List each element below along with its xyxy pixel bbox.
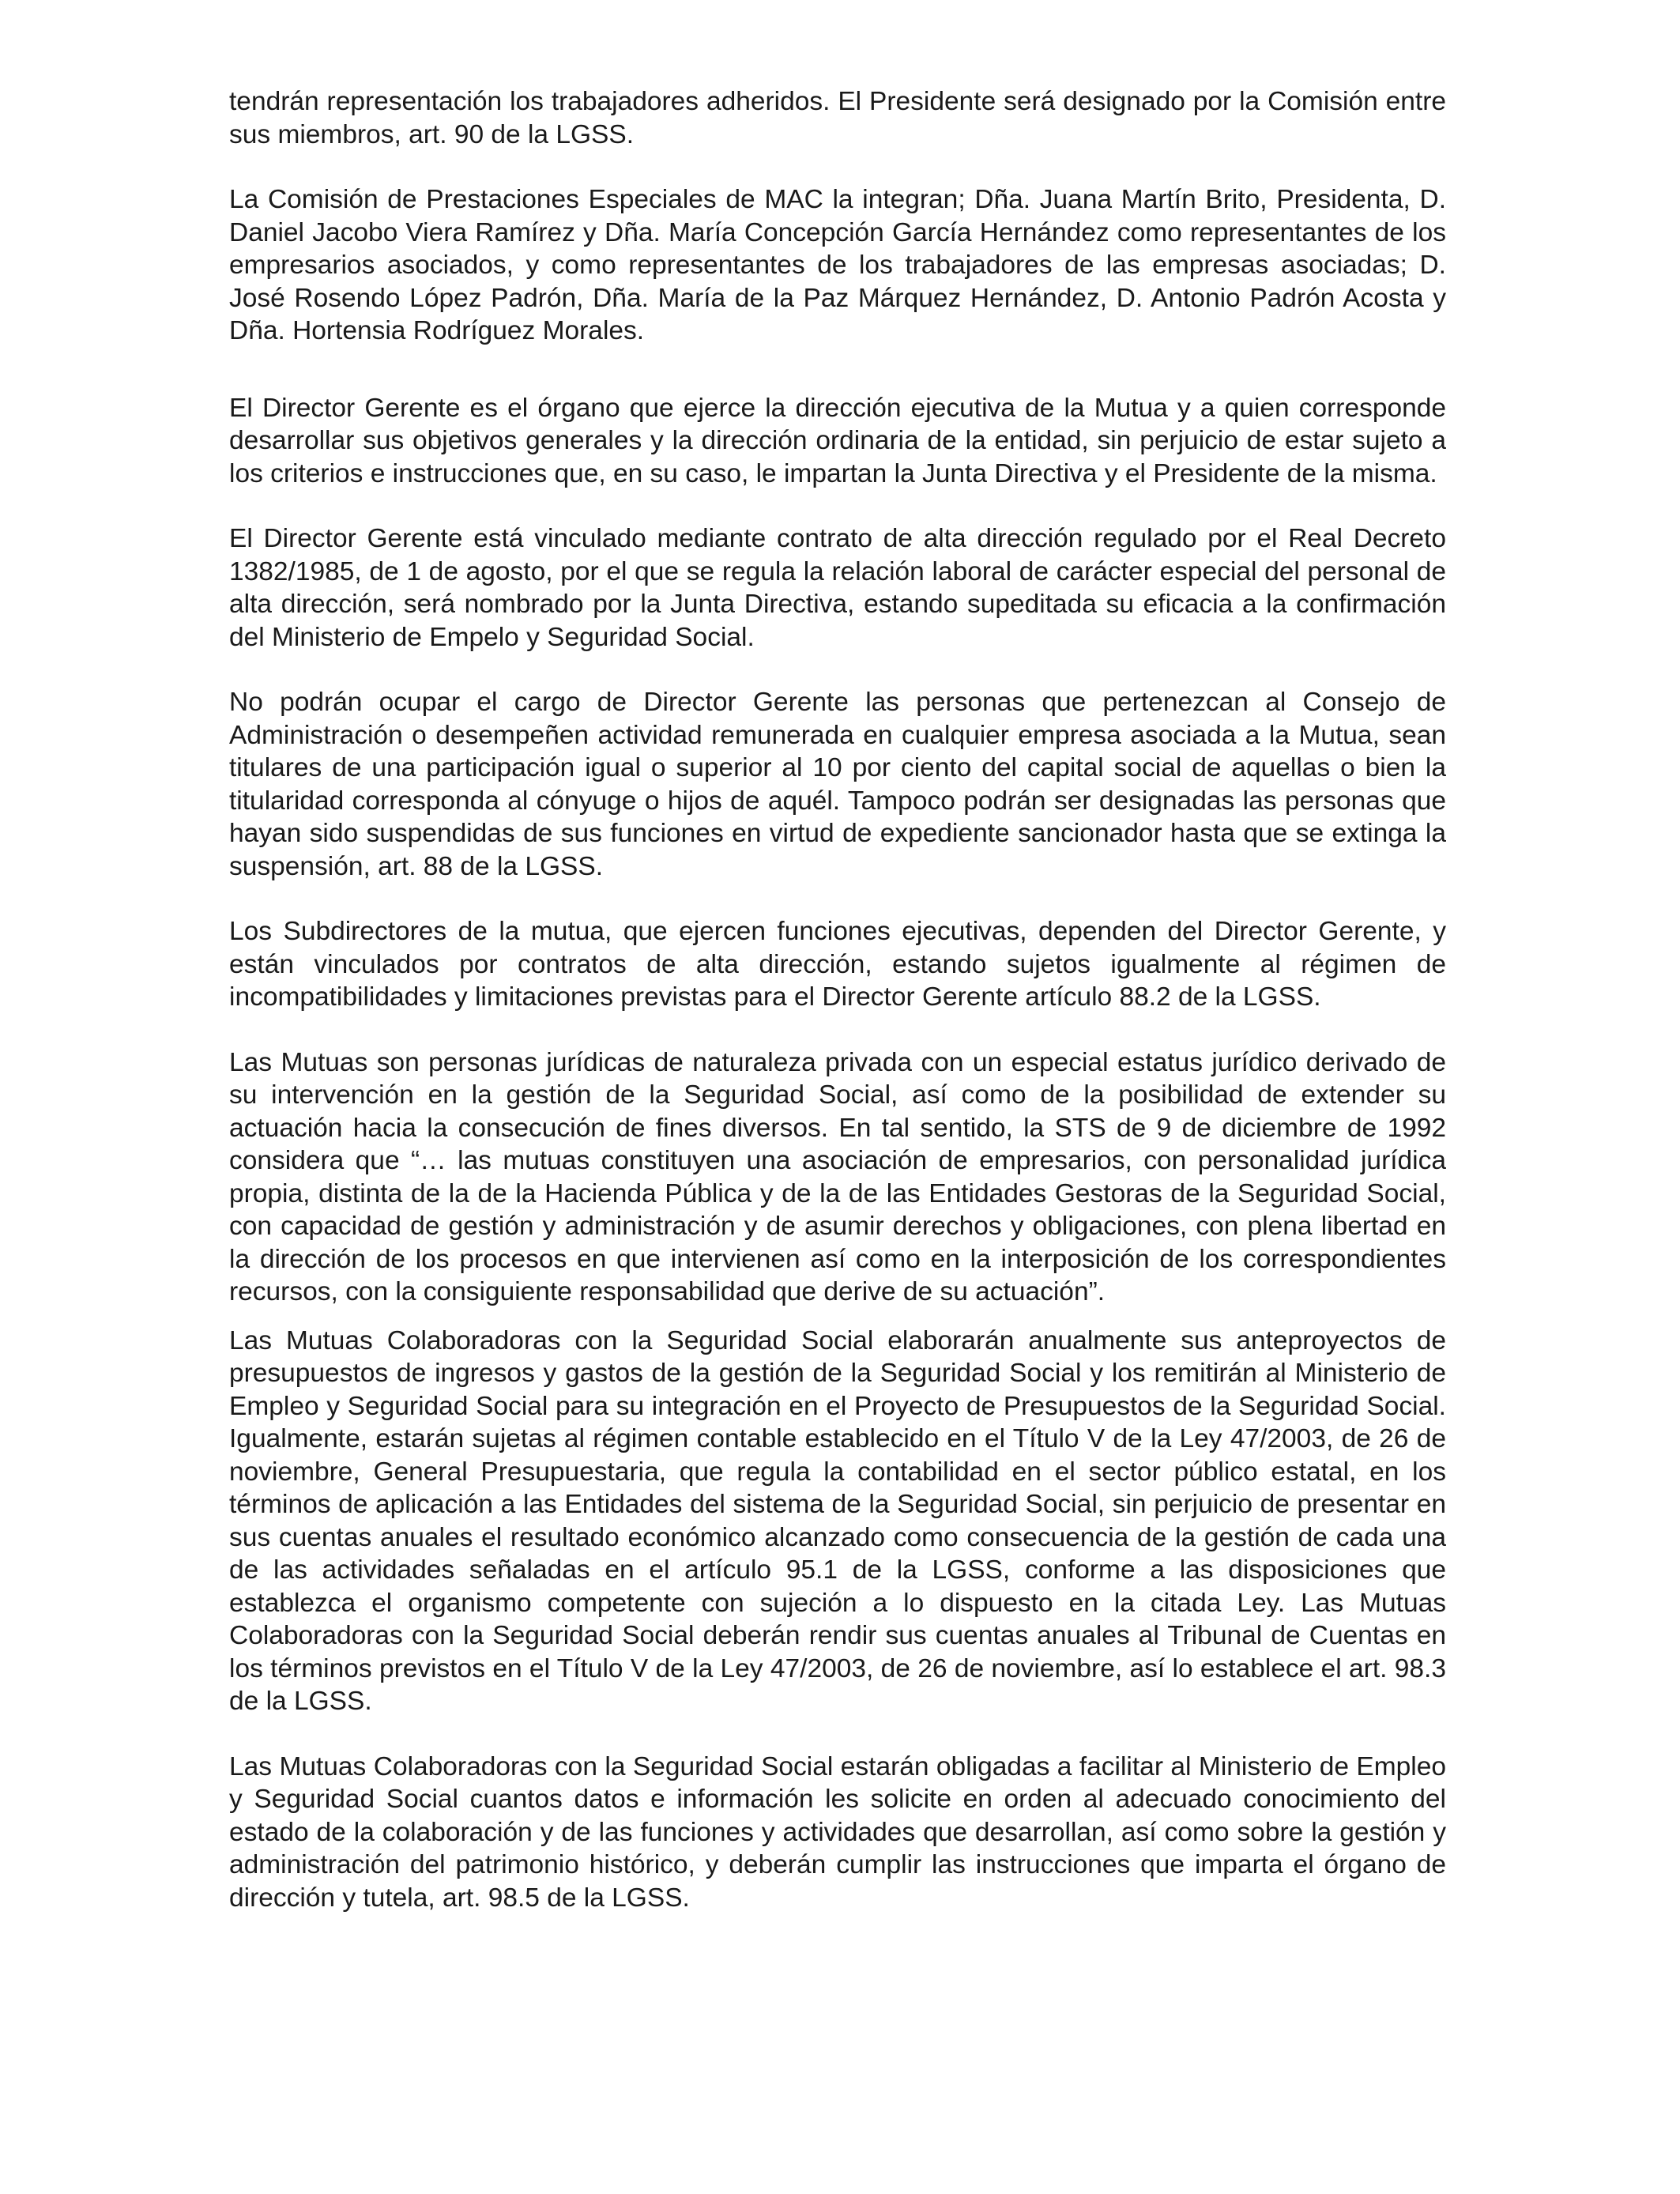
document-page [229,85,1446,1914]
paragraph-director-gerente-organo: El Director Gerente es el órgano que ejerce la dirección ejecutiva de la Mutua y a quien corresponde desarrollar sus objetivos generales y la dirección ordinaria de la entidad, sin perjuicio de estar sujeto a los criterios e instrucciones que, en su caso, le impartan la Junta Directiva y el Presidente de la misma. [229,393,1446,488]
paragraph-director-gerente-contrato: El Director Gerente está vinculado mediante contrato de alta dirección regulado por el Real Decreto 1382/1985, de 1 de agosto, por el que se regula la relación laboral de carácter especial del personal de alta dirección, será nombrado por la Junta Directiva, estando supeditada su eficacia a la confirmación del Ministerio de Empelo y Seguridad Social. [229,524,1446,652]
paragraph-subdirectores: Los Subdirectores de la mutua, que ejercen funciones ejecutivas, dependen del Director Gerente, y están vinculados por contratos de alta dirección, estando sujetos igualmente al régimen de incompatibilidades y limitaciones previstas para el Director Gerente artículo 88.2 de la LGSS. [229,917,1446,1012]
paragraph-obligacion-informacion: Las Mutuas Colaboradoras con la Seguridad Social estarán obligadas a facilitar al Ministerio de Empleo y Seguridad Social cuantos datos e información les solicite en orden al adecuado conocimiento del estado de la colaboración y de las funciones y actividades que desarrollan, así como sobre la gestión y administración del patrimonio histórico, y deberán cumplir las instrucciones que imparta el órgano de dirección y tutela, art. 98.5 de la LGSS. [229,1751,1446,1913]
paragraph-presupuestos: Las Mutuas Colaboradoras con la Seguridad Social elaborarán anualmente sus anteproyectos de presupuestos de ingresos y gastos de la gestión de la Seguridad Social y los remitirán al Ministerio de Empleo y Seguridad Social para su integración en el Proyecto de Presupuestos de la Seguridad Social. Igualmente, estarán sujetas al régimen contable establecido en el Título V de la Ley 47/2003, de 26 de noviembre, General Presupuestaria, que regula la contabilidad en el sector público estatal, en los términos de aplicación a las Entidades del sistema de la Seguridad Social, sin perjuicio de presentar en sus cuentas anuales el resultado económico alcanzado como consecuencia de la gestión de cada una de las actividades señaladas en el artículo 95.1 de la LGSS, conforme a las disposiciones que establezca el organismo competente con sujeción a lo dispuesto en la citada Ley. Las Mutuas Colaboradoras con la Seguridad Social deberán rendir sus cuentas anuales al Tribunal de Cuentas en los términos previstos en el Título V de la Ley 47/2003, de 26 de noviembre, así lo establece el art. 98.3 de la LGSS. [229,1325,1446,1716]
paragraph-incompatibilidades: No podrán ocupar el cargo de Director Gerente las personas que pertenezcan al Consejo de Administración o desempeñen actividad remunerada en cualquier empresa asociada a la Mutua, sean titulares de una participación igual o superior al 10 por ciento del capital social de aquellas o bien la titularidad corresponda al cónyuge o hijos de aquél. Tampoco podrán ser designadas las personas que hayan sido suspendidas de sus funciones en virtud de expediente sancionador hasta que se extinga la suspensión, art. 88 de la LGSS. [229,688,1446,881]
paragraph-comision-prestaciones: La Comisión de Prestaciones Especiales de MAC la integran; Dña. Juana Martín Brito, Presidenta, D. Daniel Jacobo Viera Ramírez y Dña. María Concepción García Hernández como representantes de los empresarios asociados, y como representantes de los trabajadores de las empresas asociadas; D. José Rosendo López Padrón, Dña. María de la Paz Márquez Hernández, D. Antonio Padrón Acosta y Dña. Hortensia Rodríguez Morales. [229,185,1446,345]
paragraph-comision-presidente: tendrán representación los trabajadores adheridos. El Presidente será designado por la Comisión entre sus miembros, art. 90 de la LGSS. [229,87,1446,149]
paragraph-naturaleza-juridica: Las Mutuas son personas jurídicas de naturaleza privada con un especial estatus jurídico derivado de su intervención en la gestión de la Seguridad Social, así como de la posibilidad de extender su actuación hacia la consecución de fines diversos. En tal sentido, la STS de 9 de diciembre de 1992 considera que “… las mutuas constituyen una asociación de empresarios, con personalidad jurídica propia, distinta de la de la Hacienda Pública y de la de las Entidades Gestoras de la Seguridad Social, con capacidad de gestión y administración y de asumir derechos y obligaciones, con plena libertad en la dirección de los procesos en que intervienen así como en la interposición de los correspondientes recursos, con la consiguiente responsabilidad que derive de su actuación”. [229,1047,1446,1306]
